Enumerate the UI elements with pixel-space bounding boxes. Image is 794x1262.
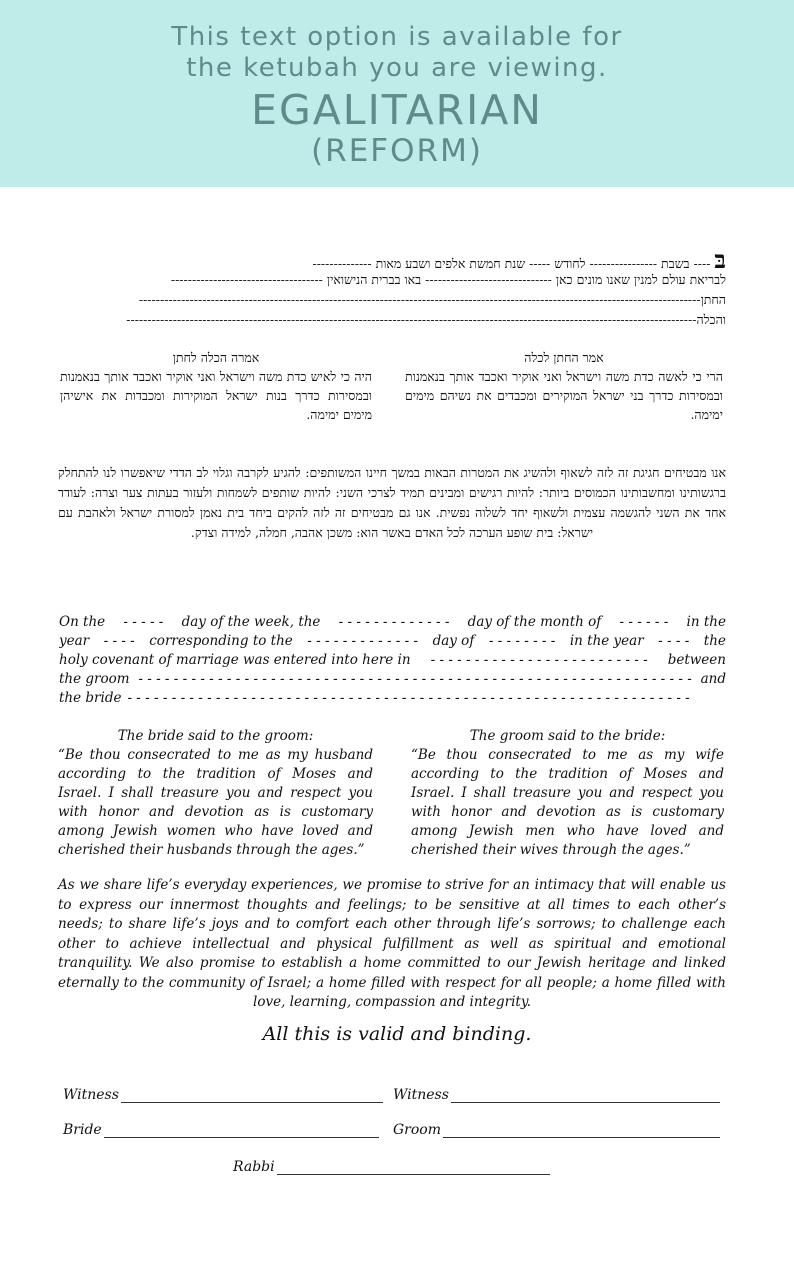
- witness-2-signature: [393, 1081, 720, 1103]
- date-segment: and: [700, 671, 726, 687]
- hebrew-line-3: החתן-------------------------------------------------------------------------------------------------------------------------------------: [138, 292, 726, 307]
- page-title: EGALITARIAN: [251, 86, 543, 134]
- date-segment: between: [667, 652, 726, 668]
- date-blank: - - - - -: [123, 614, 164, 630]
- rabbi-signature-line[interactable]: [277, 1159, 550, 1175]
- date-segment: day of the month of: [467, 614, 602, 630]
- bride-label: Bride: [63, 1122, 102, 1138]
- english-groom-text: “Be thou consecrated to me as my wife according to the tradition of Moses and Israel. I shall treasure you and respect you with honor and devotion as is customary among Jewish men who have loved and cherished their wives through the ages.”: [411, 747, 724, 858]
- date-blank: - - - -: [658, 633, 690, 649]
- witness-1-label: Witness: [63, 1087, 119, 1103]
- date-blank: - - - - - - - - - - - - -: [307, 633, 419, 649]
- hebrew-date-block: [58, 250, 726, 330]
- hebrew-line-1-text: ---- בשבת ---------------- לחודש ----- שנת חמשת אלפים ושבע מאות --------------: [312, 256, 715, 270]
- english-groom-vow: [411, 727, 724, 860]
- date-blank: - - - - - - - - - - - - -: [338, 614, 450, 630]
- date-segment: the: [703, 633, 726, 649]
- availability-note-line1: This text option is available for: [171, 22, 623, 52]
- bride-signature-line[interactable]: [104, 1122, 379, 1138]
- date-blank: - - - - - -: [619, 614, 669, 630]
- date-segment: On the: [59, 614, 106, 630]
- hebrew-bride-text: היה כי לאיש כדת משה וישראל ואני אוקיר ואכבד אותך בנאמנות ובמסירות כדרך בנות ישראל המוקירות ומכבדות את אישיהן מימים ימימה.: [60, 369, 372, 422]
- hebrew-groom-text: הרי כי לאשה כדת משה וישראל ואני אוקיר ואכבד אותך בנאמנות ובמסירות כדרך בני ישראל המוקירים ומכבדים את נשיהם מימים ימימה.: [405, 369, 723, 422]
- hebrew-line-4: והכלה---------------------------------------------------------------------------------------------------------------------------------------: [126, 312, 726, 327]
- valid-binding-statement: All this is valid and binding.: [262, 1023, 532, 1045]
- page-subtitle: (REFORM): [311, 133, 483, 169]
- english-bride-text: “Be thou consecrated to me as my husband according to the tradition of Moses and Israel. I shall treasure you and respect you with honor and devotion as is customary among Jewish women who have loved and cherished their husbands through the ages.”: [58, 747, 373, 858]
- date-blank: - - - - - - - - - - - - - - - - - - - - - - - - - - - - - - - - - - - - - - - - - - - - - - - - - - - - - - - - - - - - - - -: [138, 671, 692, 687]
- groom-signature: [393, 1116, 720, 1138]
- witness-1-signature-line[interactable]: [121, 1087, 383, 1103]
- date-segment: day of the week, the: [181, 614, 321, 630]
- english-shared-vows: As we share life’s everyday experiences, we promise to strive for an intimacy that will enable us to express our innermost thoughts and feelings; to be sensitive at all times to each other’s needs; to share life’s joys and to comfort each other through life’s sorrows; to challenge each other to achieve intellectual and physical fulfillment as well as spiritual and emotional tranquility. We also promise to establish a home committed to our Jewish heritage and linked eternally to the community of Israel; a home filled with respect for all people; a home filled with love, learning, compassion and integrity.: [58, 877, 726, 1010]
- english-date-line-5: [59, 689, 726, 708]
- english-date-block: [59, 613, 726, 708]
- header-banner: [0, 0, 794, 187]
- date-blank: - - - - - - - -: [488, 633, 556, 649]
- witness-2-label: Witness: [393, 1087, 449, 1103]
- date-segment: the groom: [59, 671, 130, 687]
- english-date-line-3: [59, 651, 726, 670]
- groom-signature-line[interactable]: [443, 1122, 720, 1138]
- date-segment: day of: [432, 633, 475, 649]
- date-segment: in the: [686, 614, 726, 630]
- date-segment: holy covenant of marriage was entered into here in: [59, 652, 411, 668]
- english-bride-heading: The bride said to the groom:: [117, 728, 314, 744]
- hebrew-bride-vow: [60, 348, 372, 424]
- date-segment: year: [59, 633, 90, 649]
- english-bride-vow: [58, 727, 373, 860]
- english-groom-heading: The groom said to the bride:: [469, 728, 666, 744]
- hebrew-opening-bet: בּ: [714, 250, 726, 270]
- witness-1-signature: [63, 1081, 383, 1103]
- hebrew-groom-vow: [405, 348, 723, 424]
- rabbi-signature: [233, 1153, 550, 1175]
- availability-note-line2: the ketubah you are viewing.: [186, 53, 608, 83]
- date-blank: - - - - - - - - - - - - - - - - - - - - - - - - -: [430, 652, 648, 668]
- hebrew-shared-vows: אנו מבטיחים חגיגת זה לזה לשאוף ולהשיג את המטרות הבאות במשך חיינו המשותפים: להגיע לקרבה וגלוי לב הדדי שיאפשרו לנו להתחלק ברגשותינו ומחשבותינו הכמוסים ביותר: להיות רגישים ומבינים תמיד לצרכי השני: להיות שותפים לשמחות ולעזור בעתות צער וצרה: לעודד אחד את השני להגשמה עצמית ולשאוף יחד לשלוה נפשית. אנו גם מבטיחים זה לזה להקים ביחד בית נאמן למסורת ישראל ולאהבת עם ישראל: בית שופע הערכה לכל האדם באשר הוא: משכן אהבה, חמלה, למידה וצדק.: [58, 465, 726, 540]
- english-date-line-4: [59, 670, 726, 689]
- date-blank: - - - -: [103, 633, 135, 649]
- rabbi-label: Rabbi: [233, 1159, 275, 1175]
- date-segment: the bride: [59, 690, 122, 706]
- witness-2-signature-line[interactable]: [451, 1087, 720, 1103]
- hebrew-line-2: לבריאת עולם למנין שאנו מונים כאן ------------------------------ באו בברית הנישואין ------------------------------------: [170, 272, 726, 287]
- hebrew-line-1: [58, 250, 726, 270]
- english-date-line-2: [59, 632, 726, 651]
- bride-signature: [63, 1116, 379, 1138]
- date-segment: corresponding to the: [149, 633, 293, 649]
- english-date-line-1: [59, 613, 726, 632]
- date-segment: in the year: [569, 633, 644, 649]
- hebrew-groom-heading: אמר החתן לכלה: [524, 350, 604, 365]
- groom-label: Groom: [393, 1122, 442, 1138]
- hebrew-bride-heading: אמרה הכלה לחתן: [172, 350, 260, 365]
- date-blank: - - - - - - - - - - - - - - - - - - - - - - - - - - - - - - - - - - - - - - - - - - - - - - - - - - - - - - - - - - - - - - - -: [127, 690, 690, 706]
